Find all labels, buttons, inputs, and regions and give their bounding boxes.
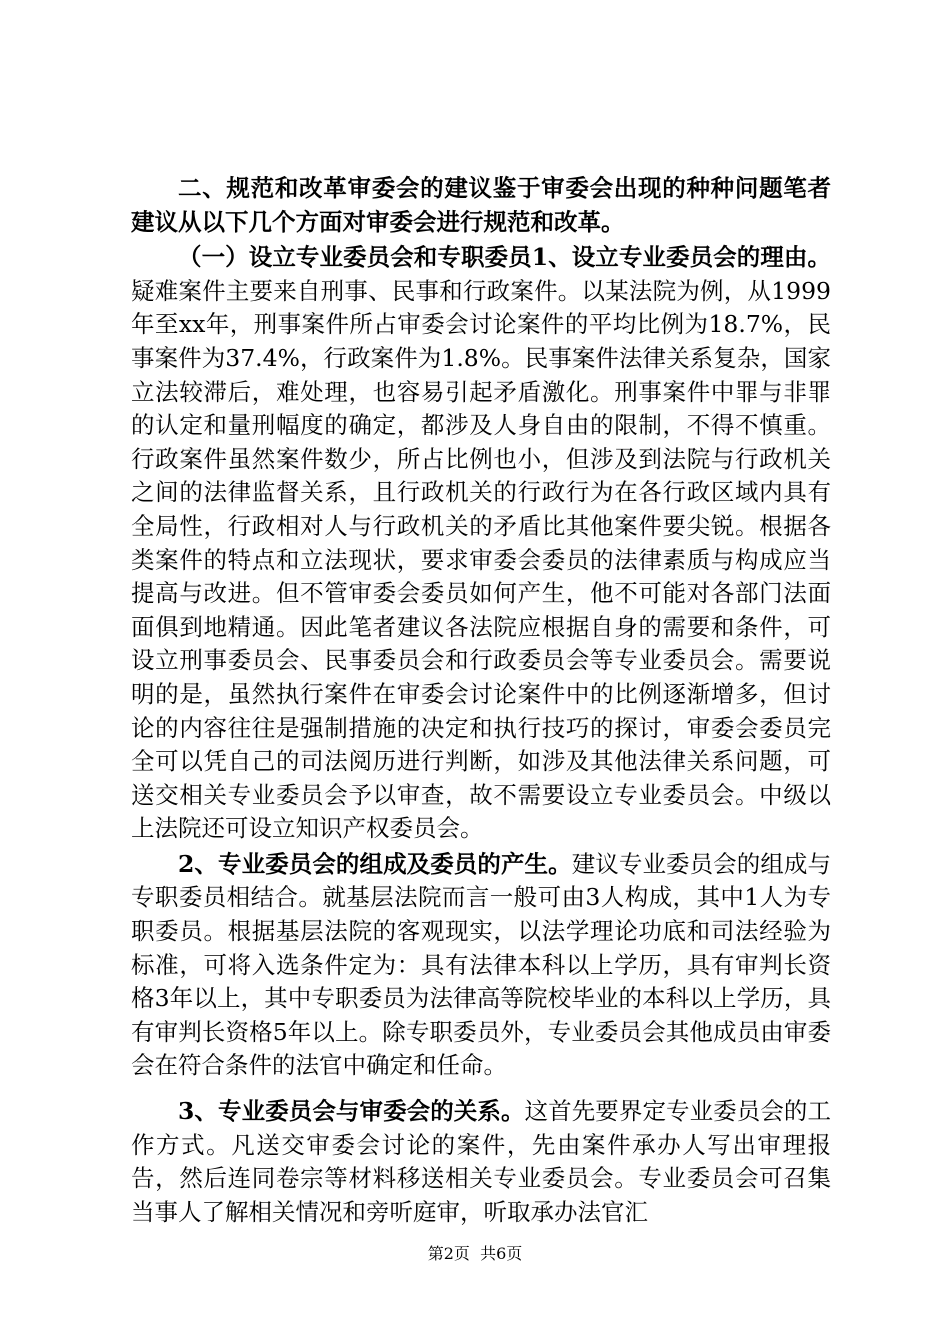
section-heading: 二、规范和改革审委会的建议鉴于审委会出现的种种问题笔者建议从以下几个方面对审委会进行规范和改革。 [131,174,831,236]
paragraph-committee-composition [131,848,831,1083]
section-heading-paragraph [131,172,831,239]
subsection-heading: 2、专业委员会的组成及委员的产生。 [178,849,572,878]
document-body [131,172,831,1229]
paragraph-committee-relationship [131,1095,831,1229]
paragraph-text: 疑难案件主要来自刑事、民事和行政案件。以某法院为例，从1999年至xx年，刑事案件所占审委会讨论案件的平均比例为18.7%，民事案件为37.4%，行政案件为1.8%。民事案件法律关系复杂，国家立法较滞后，难处理，也容易引起矛盾激化。刑事案件中罪与非罪的认定和量刑幅度的确定，都涉及人身自由的限制，不得不慎重。行政案件虽然案件数少，所占比例也小，但涉及到法院与行政机关之间的法律监督关系，且行政机关的行政行为在各行政区域内具有全局性，行政相对人与行政机关的矛盾比其他案件要尖锐。根据各类案件的特点和立法现状，要求审委会委员的法律素质与构成应当提高与改进。但不管审委会委员如何产生，他不可能对各部门法面面俱到地精通。因此笔者建议各法院应根据自身的需要和条件，可设立刑事委员会、民事委员会和行政委员会等专业委员会。需要说明的是，虽然执行案件在审委会讨论案件中的比例逐渐增多，但讨论的内容往往是强制措施的决定和执行技巧的探讨，审委会委员完全可以凭自己的司法阅历进行判断，如涉及其他法律关系问题，可送交相关专业委员会予以审查，故不需要设立专业委员会。中级以上法院还可设立知识产权委员会。 [131,276,831,843]
paragraph-professional-committee-reason [131,241,831,846]
subsection-heading: 3、专业委员会与审委会的关系。 [178,1097,525,1126]
paragraph-text: 这首先要界定专业委员会的工作方式。凡送交审委会讨论的案件，先由案件承办人写出审理报告，然后连同卷宗等材料移送相关专业委员会。专业委员会可召集当事人了解相关情况和旁听庭审，听取承办法官汇 [131,1097,831,1226]
paragraph-text: 建议专业委员会的组成与专职委员相结合。就基层法院而言一般可由3人构成，其中1人为专职委员。根据基层法院的客观现实，以法学理论功底和司法经验为标准，可将入选条件定为：具有法律本科以上学历，具有审判长资格3年以上，其中专职委员为法律高等院校毕业的本科以上学历，具有审判长资格5年以上。除专职委员外，专业委员会其他成员由审委会在符合条件的法官中确定和任命。 [131,849,831,1080]
page-number: 第2页 共6页 [427,1244,523,1263]
page-footer [0,1244,950,1264]
subsection-heading: （一）设立专业委员会和专职委员1、设立专业委员会的理由。 [178,243,831,272]
